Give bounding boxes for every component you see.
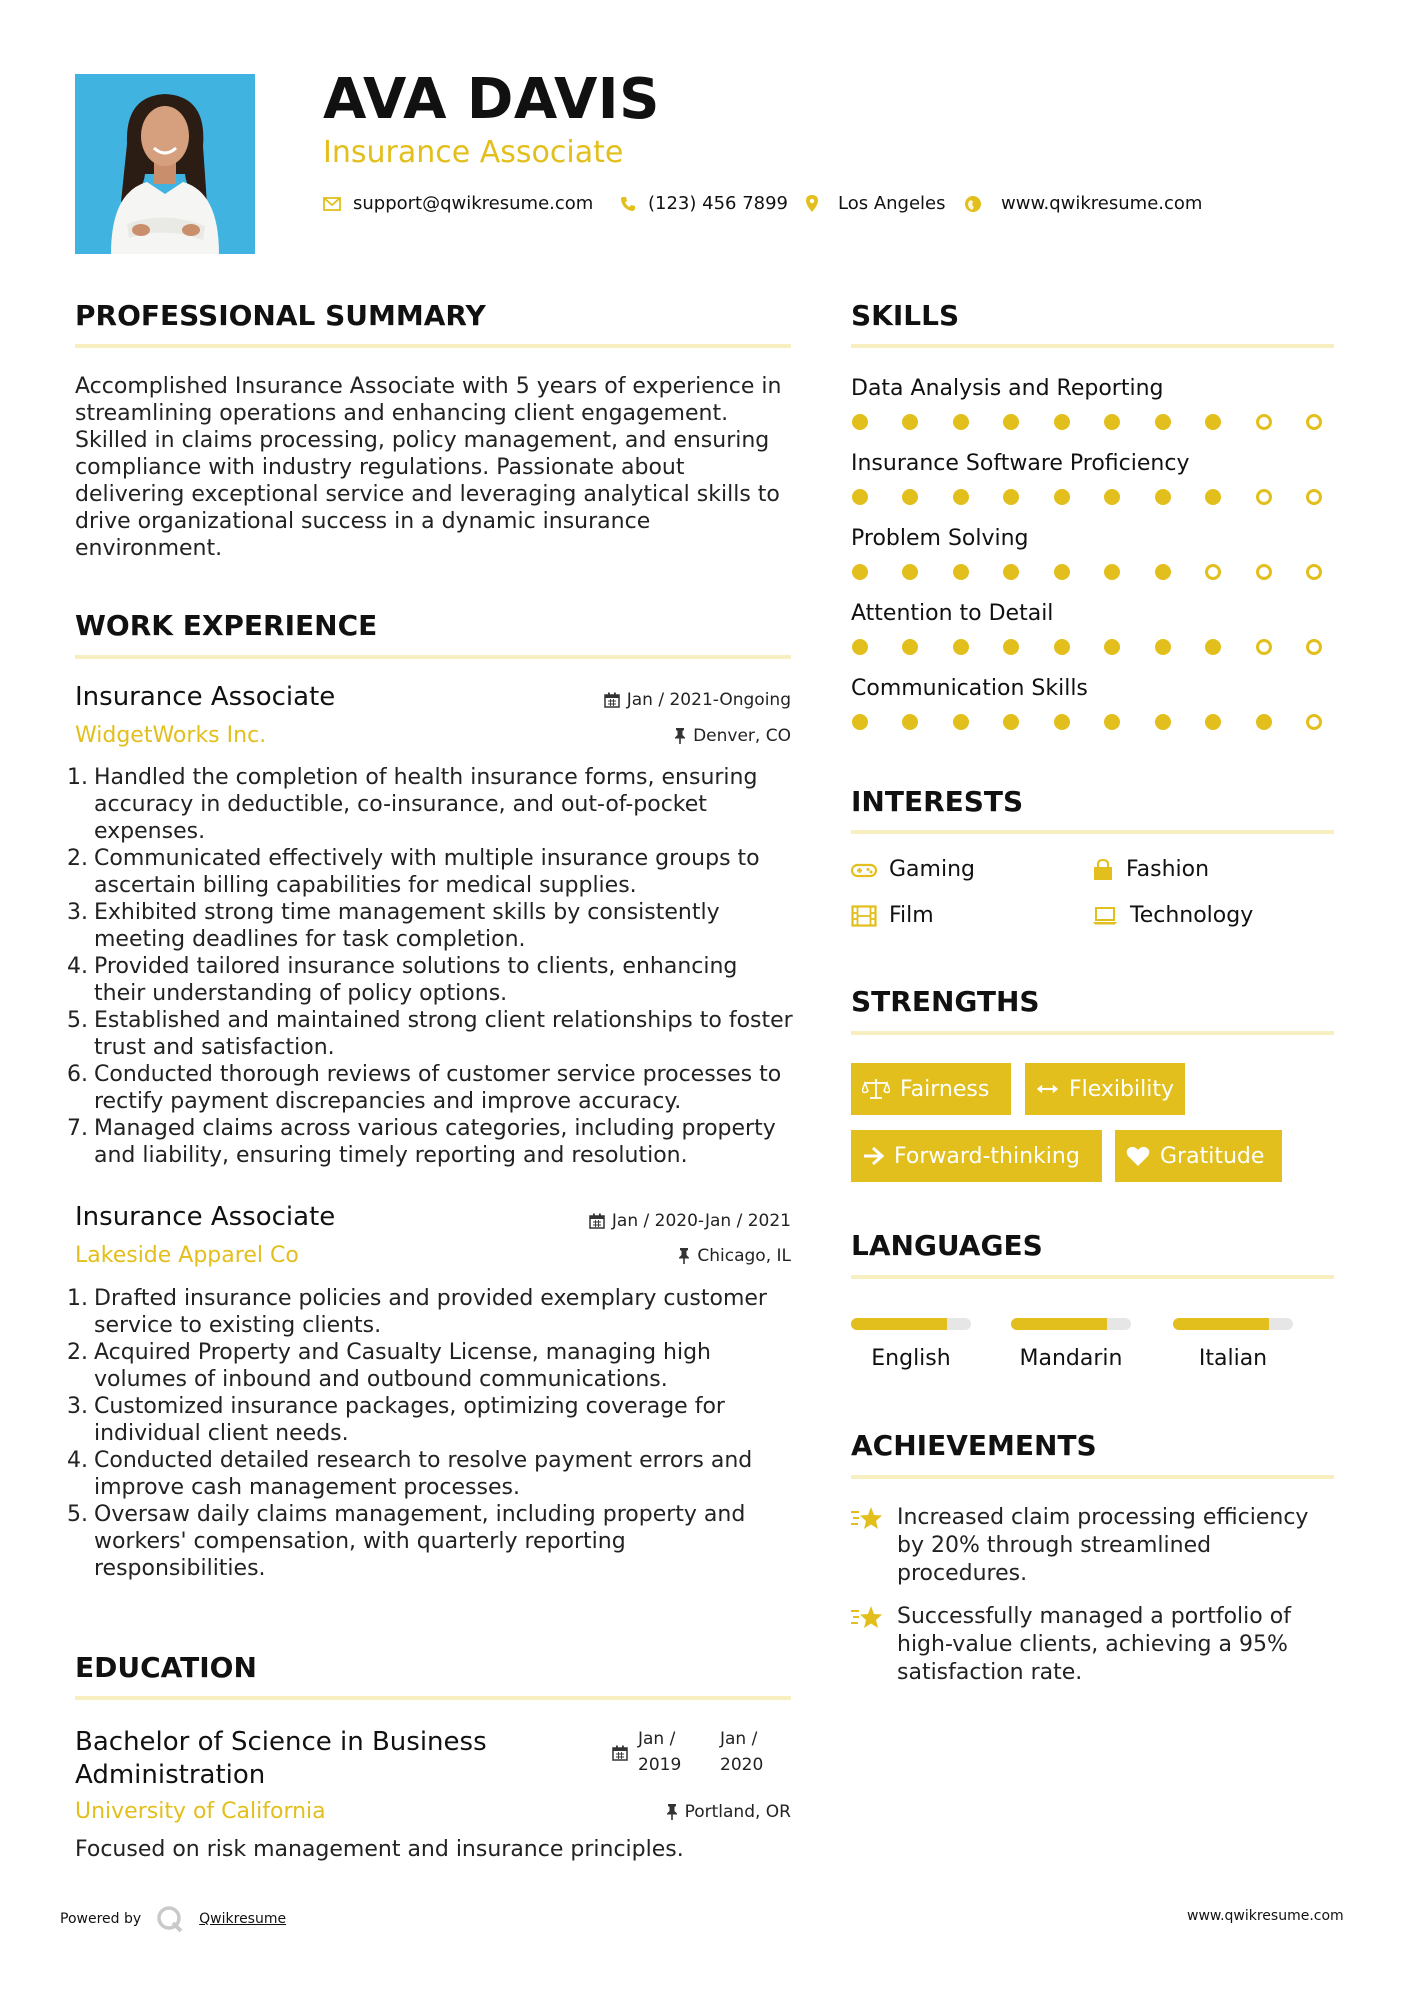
- skill-dot-filled: [1205, 714, 1221, 730]
- skill-dot-filled: [902, 414, 918, 430]
- language-item: [851, 1318, 971, 1371]
- list-item: 4. Conducted detailed research to resolve payment errors and improve cash management processes.: [67, 1448, 753, 1500]
- skill-rating: [852, 639, 1322, 655]
- language-name: Mandarin: [1019, 1346, 1123, 1371]
- skill-dot-filled: [1003, 489, 1019, 505]
- globe-icon: [965, 196, 981, 212]
- skill-dot-filled: [1205, 414, 1221, 430]
- education-location: [520, 1802, 791, 1822]
- skill-dot-filled: [852, 564, 868, 580]
- skill-dot-empty: [1256, 414, 1272, 430]
- skill-dot-empty: [1205, 564, 1221, 580]
- strength-chip: [851, 1063, 1011, 1115]
- list-item: 5. Established and maintained strong client relationships to foster trust and satisfaction.: [67, 1008, 793, 1060]
- balance-scale-icon: [862, 1078, 890, 1100]
- job-location-text: Chicago, IL: [697, 1246, 791, 1266]
- skill-dot-filled: [902, 714, 918, 730]
- list-item: 1. Drafted insurance policies and provided exemplary customer service to existing clients.: [67, 1286, 767, 1338]
- footer-powered-by: [60, 1904, 286, 1934]
- film-icon: [851, 905, 877, 927]
- skill-dot-filled: [1155, 714, 1171, 730]
- list-item: 7. Managed claims across various categories, including property and liability, ensuring timely reporting and resolution.: [67, 1116, 776, 1168]
- company-name: Lakeside Apparel Co: [75, 1243, 299, 1268]
- list-item: 1. Handled the completion of health insurance forms, ensuring accuracy in deductible, co-insurance, and out-of-pocket expenses.: [67, 765, 758, 844]
- contact-website[interactable]: [965, 193, 1202, 214]
- education-note: Focused on risk management and insurance principles.: [75, 1837, 684, 1862]
- skill-dot-empty: [1306, 639, 1322, 655]
- pushpin-icon: [678, 1248, 690, 1264]
- skill-dot-empty: [1256, 564, 1272, 580]
- pushpin-icon: [674, 728, 686, 744]
- email-text: support@qwikresume.com: [353, 193, 594, 214]
- skill-dot-filled: [1155, 639, 1171, 655]
- language-level-fill: [851, 1318, 947, 1330]
- skill-dot-filled: [852, 414, 868, 430]
- job-location-text: Denver, CO: [693, 726, 791, 746]
- skill-name: Attention to Detail: [851, 601, 1054, 626]
- skill-dot-filled: [902, 564, 918, 580]
- strength-chip: [1115, 1130, 1282, 1182]
- skills-divider: [851, 344, 1334, 348]
- interest-item: [851, 857, 975, 882]
- skill-dot-empty: [1306, 414, 1322, 430]
- skill-name: Problem Solving: [851, 526, 1029, 551]
- skill-dot-filled: [1003, 414, 1019, 430]
- envelope-icon: [323, 197, 341, 211]
- star-icon: [851, 1506, 883, 1534]
- achievements-divider: [851, 1475, 1334, 1479]
- skill-dot-filled: [1205, 639, 1221, 655]
- skill-rating: [852, 564, 1322, 580]
- contact-location: [806, 193, 946, 214]
- phone-icon: [620, 196, 636, 212]
- list-item: 3. Customized insurance packages, optimizing coverage for individual client needs.: [67, 1394, 725, 1446]
- phone-text: (123) 456 7899: [648, 193, 789, 214]
- pushpin-icon: [666, 1804, 678, 1820]
- skill-rating: [852, 714, 1322, 730]
- arrows-horizontal-icon: [1036, 1081, 1059, 1097]
- skill-dot-filled: [1054, 714, 1070, 730]
- list-item: 6. Conducted thorough reviews of customer service processes to rectify payment discrepancies and improve accuracy.: [67, 1062, 782, 1114]
- interests-heading: INTERESTS: [851, 785, 1024, 818]
- achievement-text: Increased claim processing efficiency by 20% through streamlined procedures.: [897, 1505, 1309, 1586]
- language-level-bar: [1011, 1318, 1131, 1330]
- skill-dot-filled: [1054, 639, 1070, 655]
- skill-dot-filled: [1205, 489, 1221, 505]
- language-level-bar: [1173, 1318, 1293, 1330]
- skill-dot-filled: [1155, 489, 1171, 505]
- language-level-fill: [1173, 1318, 1269, 1330]
- skill-dot-filled: [953, 639, 969, 655]
- calendar-icon: [612, 1745, 628, 1761]
- language-level-bar: [851, 1318, 971, 1330]
- skill-name: Insurance Software Proficiency: [851, 451, 1190, 476]
- contact-phone[interactable]: [620, 193, 788, 214]
- company-name: WidgetWorks Inc.: [75, 723, 267, 748]
- achievement-text: Successfully managed a portfolio of high-value clients, achieving a 95% satisfaction rate.: [897, 1604, 1291, 1685]
- skill-name: Communication Skills: [851, 676, 1088, 701]
- skill-dot-empty: [1256, 639, 1272, 655]
- skill-dot-filled: [953, 564, 969, 580]
- language-item: [1011, 1318, 1131, 1371]
- list-item: 3. Exhibited strong time management skills by consistently meeting deadlines for task completion.: [67, 900, 720, 952]
- footer-url[interactable]: www.qwikresume.com: [1187, 1908, 1344, 1924]
- job-dates: [520, 690, 791, 710]
- experience-heading: WORK EXPERIENCE: [75, 609, 378, 642]
- list-item: 4. Provided tailored insurance solutions to clients, enhancing their understanding of policy options.: [67, 954, 738, 1006]
- summary-text: Accomplished Insurance Associate with 5 years of experience in streamlining operations and enhancing client engagement. Skilled in claims processing, policy management, and ensuring compliance with industry regulations. Passionate about delivering exceptional service and leveraging analytical skills to drive organizational success in a dynamic insurance environment.: [75, 374, 782, 561]
- job-bullets: [67, 1285, 795, 1582]
- skill-dot-filled: [1104, 714, 1120, 730]
- interest-item: [1092, 857, 1209, 882]
- strength-label: Gratitude: [1160, 1143, 1265, 1169]
- star-icon: [851, 1605, 883, 1633]
- education-location-text: Portland, OR: [684, 1802, 791, 1822]
- job-location: [520, 726, 791, 746]
- job-dates-text: Jan / 2020-Jan / 2021: [611, 1211, 791, 1231]
- job-location: [520, 1246, 791, 1266]
- job-dates-text: Jan / 2021-Ongoing: [626, 690, 791, 710]
- interest-item: [1092, 903, 1253, 928]
- language-name: English: [871, 1346, 951, 1371]
- interest-label: Technology: [1130, 903, 1254, 928]
- list-item: 2. Communicated effectively with multiple insurance groups to ascertain billing capabilities for medical supplies.: [67, 846, 760, 898]
- strength-label: Flexibility: [1069, 1076, 1174, 1102]
- calendar-icon: [604, 692, 620, 708]
- candidate-name: AVA DAVIS: [323, 67, 660, 132]
- job-title: Insurance Associate: [75, 1202, 336, 1232]
- skill-dot-filled: [1003, 714, 1019, 730]
- shopping-bag-icon: [1092, 859, 1114, 881]
- skill-dot-filled: [953, 714, 969, 730]
- website-text: www.qwikresume.com: [1001, 193, 1203, 214]
- qwikresume-logo-icon: [155, 1904, 185, 1934]
- strength-chip: [851, 1130, 1102, 1182]
- skill-dot-filled: [1104, 639, 1120, 655]
- education-end: Jan / 2020: [720, 1729, 764, 1775]
- summary-divider: [75, 344, 791, 348]
- education-start: Jan / 2019: [638, 1729, 682, 1775]
- laptop-icon: [1092, 906, 1118, 926]
- interest-label: Fashion: [1126, 857, 1210, 882]
- strengths-divider: [851, 1031, 1334, 1035]
- interest-item: [851, 903, 934, 928]
- skill-dot-filled: [1054, 414, 1070, 430]
- languages-heading: LANGUAGES: [851, 1229, 1043, 1262]
- skill-dot-empty: [1306, 489, 1322, 505]
- school-name: University of California: [75, 1799, 326, 1824]
- list-item: 2. Acquired Property and Casualty License, managing high volumes of inbound and outbound communications.: [67, 1340, 711, 1392]
- skill-dot-filled: [1256, 714, 1272, 730]
- heart-icon: [1126, 1146, 1150, 1167]
- skill-dot-empty: [1306, 564, 1322, 580]
- achievements-heading: ACHIEVEMENTS: [851, 1429, 1097, 1462]
- achievement-item: [851, 1504, 1334, 1588]
- gamepad-icon: [851, 862, 877, 878]
- skill-dot-filled: [1104, 489, 1120, 505]
- skill-dot-filled: [953, 489, 969, 505]
- candidate-title: Insurance Associate: [323, 135, 624, 170]
- profile-photo: [75, 74, 255, 254]
- experience-divider: [75, 655, 791, 659]
- language-item: [1173, 1318, 1293, 1371]
- skill-dot-filled: [1155, 414, 1171, 430]
- skill-dot-filled: [1003, 564, 1019, 580]
- skill-dot-filled: [852, 489, 868, 505]
- skill-dot-filled: [1104, 564, 1120, 580]
- language-level-fill: [1011, 1318, 1107, 1330]
- contact-email[interactable]: [323, 193, 593, 214]
- strength-label: Fairness: [900, 1076, 990, 1102]
- skill-dot-empty: [1256, 489, 1272, 505]
- job-title: Insurance Associate: [75, 682, 336, 712]
- achievement-item: [851, 1603, 1334, 1687]
- strengths-heading: STRENGTHS: [851, 985, 1040, 1018]
- skills-heading: SKILLS: [851, 299, 960, 332]
- skill-dot-filled: [1104, 414, 1120, 430]
- skill-rating: [852, 414, 1322, 430]
- languages-divider: [851, 1275, 1334, 1279]
- brand-link[interactable]: Qwikresume: [199, 1911, 287, 1927]
- language-name: Italian: [1198, 1346, 1268, 1371]
- list-item: 5. Oversaw daily claims management, including property and workers' compensation, with quarterly reporting responsibilities.: [67, 1502, 746, 1581]
- job-bullets: [67, 764, 795, 1169]
- education-heading: EDUCATION: [75, 1651, 257, 1684]
- skill-rating: [852, 489, 1322, 505]
- degree-title: Bachelor of Science in Business Administration: [75, 1727, 487, 1790]
- summary-heading: PROFESSIONAL SUMMARY: [75, 299, 486, 332]
- powered-by-text: Powered by: [60, 1911, 142, 1927]
- skill-dot-filled: [1003, 639, 1019, 655]
- skill-dot-filled: [1054, 489, 1070, 505]
- skill-dot-filled: [1054, 564, 1070, 580]
- skill-dot-filled: [953, 414, 969, 430]
- skill-name: Data Analysis and Reporting: [851, 376, 1164, 401]
- skill-dot-filled: [852, 714, 868, 730]
- location-text: Los Angeles: [838, 193, 946, 214]
- skill-dot-filled: [1155, 564, 1171, 580]
- skill-dot-empty: [1306, 714, 1322, 730]
- interest-label: Gaming: [889, 857, 975, 882]
- skill-dot-filled: [852, 639, 868, 655]
- strength-chip: [1025, 1063, 1185, 1115]
- skill-dot-filled: [902, 639, 918, 655]
- map-pin-icon: [806, 195, 818, 212]
- calendar-icon: [589, 1213, 605, 1229]
- education-dates: [612, 1726, 776, 1778]
- education-divider: [75, 1696, 791, 1700]
- interests-divider: [851, 830, 1334, 834]
- interest-label: Film: [889, 903, 934, 928]
- job-dates: [520, 1211, 791, 1231]
- arrow-right-icon: [862, 1146, 884, 1166]
- strength-label: Forward-thinking: [894, 1143, 1080, 1169]
- skill-dot-filled: [902, 489, 918, 505]
